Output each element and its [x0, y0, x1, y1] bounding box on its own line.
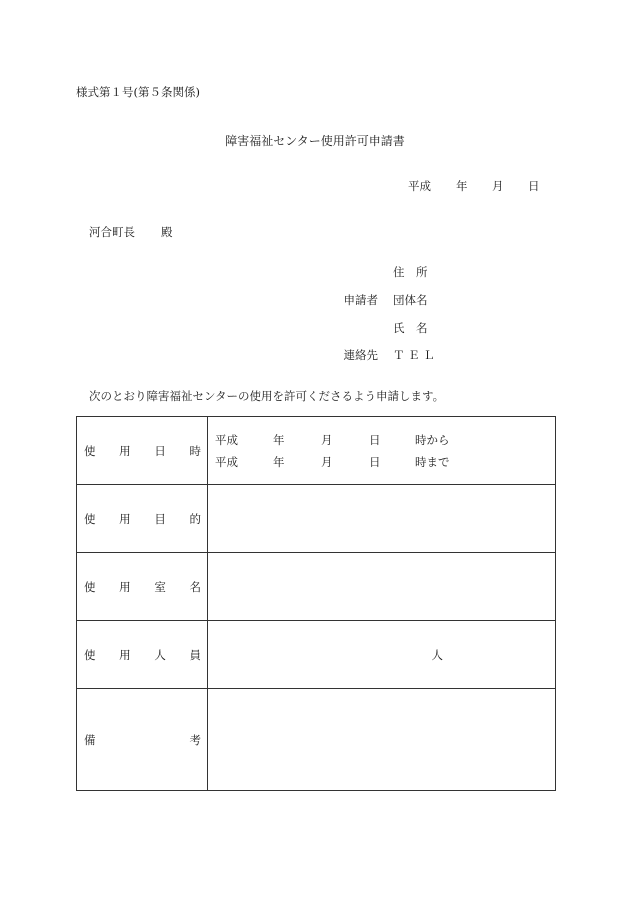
tel-label: Ｔ Ｅ Ｌ [393, 348, 435, 362]
header-char: 名 [189, 579, 201, 594]
header-char: 日 [154, 443, 166, 458]
cell-room[interactable] [208, 553, 556, 621]
header-char: 使 [84, 511, 96, 526]
from-year: 年 [273, 432, 285, 447]
header-purpose [77, 485, 208, 553]
date-day: 日 [528, 179, 540, 193]
date-from [208, 429, 555, 451]
form-number: 様式第１号(第５条関係) [76, 85, 200, 99]
date-month: 月 [492, 179, 504, 193]
header-char: 用 [119, 579, 131, 594]
cell-people[interactable] [208, 621, 556, 689]
to-day: 日 [369, 454, 381, 469]
people-unit: 人 [431, 647, 443, 662]
header-char: 使 [84, 443, 96, 458]
date-year: 年 [456, 179, 468, 193]
row-date-time [77, 417, 556, 485]
header-char: 室 [154, 579, 166, 594]
contact-row [0, 347, 630, 363]
to-year: 年 [273, 454, 285, 469]
address-label: 住 所 [393, 265, 428, 279]
header-char: 人 [154, 647, 166, 662]
to-suffix: 時まで [415, 454, 450, 469]
header-char: 時 [189, 443, 201, 458]
from-month: 月 [321, 432, 333, 447]
to-era: 平成 [215, 454, 238, 469]
usage-table [76, 416, 556, 791]
row-remarks [77, 689, 556, 791]
header-room [77, 553, 208, 621]
name-row [0, 320, 630, 336]
header-char: 目 [154, 511, 166, 526]
from-day: 日 [369, 432, 381, 447]
group-name-label: 団体名 [393, 293, 428, 307]
name-label: 氏 名 [393, 321, 428, 335]
header-char: 用 [119, 443, 131, 458]
date-to [208, 451, 555, 473]
cell-remarks[interactable] [208, 689, 556, 791]
applicant-role-label: 申請者 [343, 293, 378, 307]
to-month: 月 [321, 454, 333, 469]
date-era: 平成 [408, 179, 431, 193]
header-char: 使 [84, 579, 96, 594]
header-remarks [77, 689, 208, 791]
header-char: 用 [119, 511, 131, 526]
cell-purpose[interactable] [208, 485, 556, 553]
row-room [77, 553, 556, 621]
from-suffix: 時から [415, 432, 450, 447]
intro-statement: 次のとおり障害福祉センターの使用を許可くださるよう申請します。 [89, 389, 445, 403]
address-row [0, 264, 630, 280]
header-people [77, 621, 208, 689]
header-date-time [77, 417, 208, 485]
header-char: 備 [84, 732, 96, 747]
addressee [89, 224, 173, 240]
applicant-group-row [0, 292, 630, 308]
header-char: 的 [189, 511, 201, 526]
row-people [77, 621, 556, 689]
document-title: 障害福祉センター使用許可申請書 [225, 134, 405, 148]
addressee-name: 河合町長 [89, 225, 135, 239]
header-char: 使 [84, 647, 96, 662]
contact-role-label: 連絡先 [343, 348, 378, 362]
row-purpose [77, 485, 556, 553]
cell-date-time[interactable] [208, 417, 556, 485]
header-char: 員 [189, 647, 201, 662]
addressee-honorific: 殿 [161, 225, 173, 239]
from-era: 平成 [215, 432, 238, 447]
header-char: 考 [189, 732, 201, 747]
header-char: 用 [119, 647, 131, 662]
